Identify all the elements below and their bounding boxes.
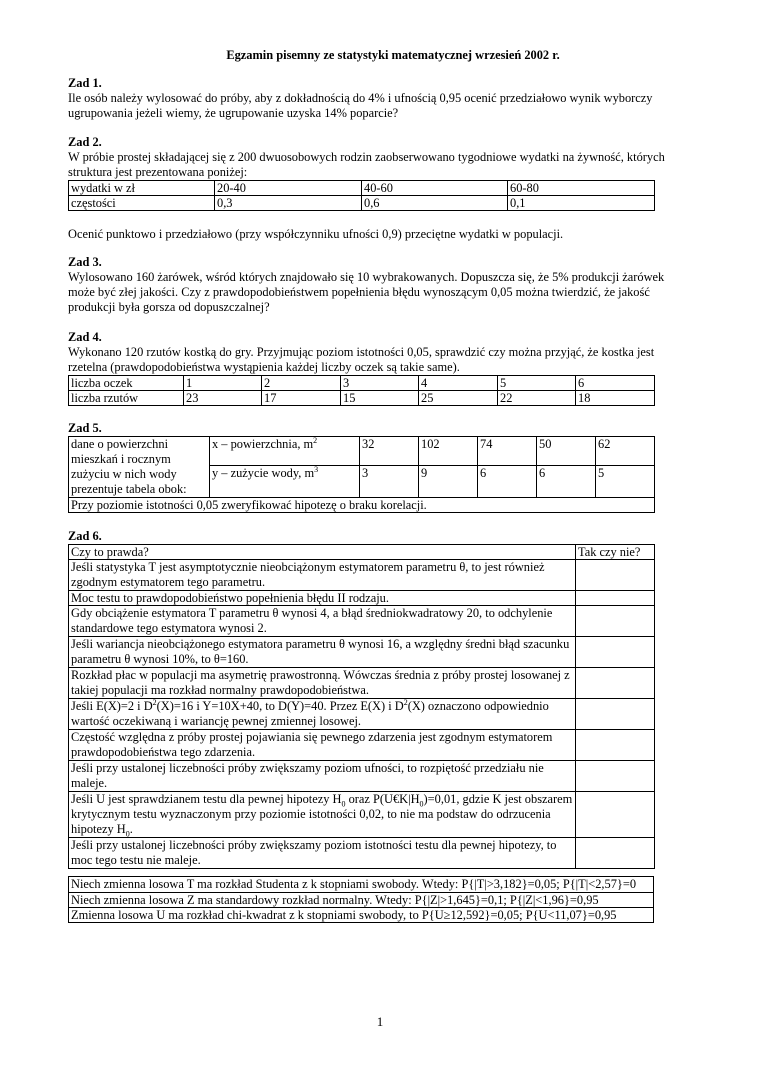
info-cell: Zmienna losowa U ma rozkład chi-kwadrat z k stopniami swobody, to P{U≥12,592}=0,05; P{U<11,07}=0,95 <box>69 908 654 923</box>
header-question: Czy to prawda? <box>69 545 576 560</box>
answer-cell[interactable] <box>576 699 655 730</box>
answer-cell[interactable] <box>576 606 655 637</box>
table-row <box>69 699 655 730</box>
question-cell: Rozkład płac w populacji ma asymetrię prawostronną. Wówczas średnia z próby prostej losowanej z takiej populacji ma rozkład normalny prawdopodobieństwa. <box>69 668 576 699</box>
table-cell: 5 <box>596 466 655 498</box>
table-row <box>69 591 655 606</box>
header-answer: Tak czy nie? <box>576 545 655 560</box>
table-cell: 6 <box>478 466 537 498</box>
table-cell: 3 <box>360 466 419 498</box>
distribution-info <box>68 876 688 923</box>
question-cell <box>69 792 576 838</box>
q9-sub: 0 <box>125 829 130 839</box>
q9-sub: 0 <box>341 799 346 809</box>
answer-cell[interactable] <box>576 591 655 606</box>
table-cell: 25 <box>419 391 498 406</box>
task-4 <box>68 330 688 406</box>
table-row <box>69 838 655 869</box>
question-cell: Jeśli przy ustalonej liczebności próby zwiększamy poziom ufności, to rozpiętość przedziału nie maleje. <box>69 761 576 792</box>
true-false-table <box>68 544 655 869</box>
table-cell: 6 <box>576 376 655 391</box>
table-cell: 1 <box>184 376 262 391</box>
task-6-label: Zad 6. <box>68 529 102 543</box>
table-cell: częstości <box>69 196 215 211</box>
q9-sub: 0 <box>419 799 424 809</box>
table-row <box>69 560 655 591</box>
table-cell: 60-80 <box>508 181 655 196</box>
page-title: Egzamin pisemny ze statystyki matematycznej wrzesień 2002 r. <box>226 48 560 62</box>
question-cell <box>69 699 576 730</box>
table-cell: 74 <box>478 437 537 466</box>
answer-cell[interactable] <box>576 792 655 838</box>
table-cell: 62 <box>596 437 655 466</box>
question-cell: Jeśli wariancja nieobciążonego estymatora parametru θ wynosi 16, a względny średni błąd szacunku parametru θ wynosi 10%, to θ=160. <box>69 637 576 668</box>
answer-cell[interactable] <box>576 730 655 761</box>
x-label: x – powierzchnia, m <box>212 437 314 451</box>
task-2-text: W próbie prostej składającej się z 200 dwuosobowych rodzin zaobserwowano tygodniowe wydatki na żywność, których struktura jest prezentowana poniżej: <box>68 150 665 179</box>
table-row <box>69 877 654 893</box>
table-cell: 4 <box>419 376 498 391</box>
table-row <box>69 376 655 391</box>
table-cell: 20-40 <box>215 181 362 196</box>
table-cell: 3 <box>341 376 419 391</box>
table-cell: 5 <box>498 376 576 391</box>
question-cell: Moc testu to prawdopodobieństwo popełnienia błędu II rodzaju. <box>69 591 576 606</box>
task-5-description: dane o powierzchni mieszkań i rocznym zużyciu w nich wody prezentuje tabela obok: <box>69 437 210 498</box>
task-1-label: Zad 1. <box>68 76 102 90</box>
table-cell: 2 <box>262 376 341 391</box>
table-row <box>69 181 655 196</box>
task-4-table <box>68 375 655 406</box>
table-cell: 15 <box>341 391 419 406</box>
task-5-label: Zad 5. <box>68 421 102 435</box>
table-row <box>69 196 655 211</box>
task-4-label: Zad 4. <box>68 330 102 344</box>
table-cell: 50 <box>537 437 596 466</box>
distribution-table <box>68 876 654 923</box>
table-cell: 17 <box>262 391 341 406</box>
task-2-table <box>68 180 655 211</box>
q6-sup: 2 <box>403 697 408 707</box>
y-unit-sup: 3 <box>314 465 319 475</box>
table-cell: liczba rzutów <box>69 391 184 406</box>
x-label-cell <box>210 437 360 466</box>
table-row <box>69 637 655 668</box>
table-cell: liczba oczek <box>69 376 184 391</box>
task-3 <box>68 255 688 315</box>
table-cell: wydatki w zł <box>69 181 215 196</box>
y-label: y – zużycie wody, m <box>212 466 315 481</box>
answer-cell[interactable] <box>576 761 655 792</box>
page-number: 1 <box>376 1014 384 1029</box>
table-cell: 6 <box>537 466 596 498</box>
table-row <box>69 792 655 838</box>
table-row <box>69 545 655 560</box>
q9-part: )=0,01, gdzie K jest obszarem krytycznym testu wyznaczonym przy poziomie istotności 0,02, to nie ma podstaw do odrzucenia hipotezy H <box>71 792 573 836</box>
question-cell: Jeśli przy ustalonej liczebności próby zwiększamy poziom istotności testu dla pewnej hipotezy, to moc tego testu nie maleje. <box>69 838 576 869</box>
table-cell: 23 <box>184 391 262 406</box>
table-row <box>69 761 655 792</box>
task-5 <box>68 421 688 513</box>
task-1 <box>68 76 688 121</box>
table-cell: 102 <box>419 437 478 466</box>
question-cell: Częstość względna z próby prostej pojawiania się pewnego zdarzenia jest zgodnym estymatorem prawdopodobieństwa tego zdarzenia. <box>69 730 576 761</box>
task-2-label: Zad 2. <box>68 135 102 149</box>
question-cell: Jeśli statystyka T jest asymptotycznie nieobciążonym estymatorem parametru θ, to jest również zgodnym estymatorem tego parametru. <box>69 560 576 591</box>
x-unit-sup: 2 <box>313 435 318 445</box>
table-cell: 40-60 <box>362 181 508 196</box>
q9-part: oraz P(U€K|H <box>345 792 420 806</box>
q6-sup: 2 <box>152 697 157 707</box>
info-cell: Niech zmienna losowa Z ma standardowy rozkład normalny. Wtedy: P{|Z|>1,645}=0,1; P{|Z|<1,96}=0,95 <box>69 893 654 908</box>
table-cell: 18 <box>576 391 655 406</box>
answer-cell[interactable] <box>576 560 655 591</box>
table-cell: 0,3 <box>215 196 362 211</box>
table-cell: 0,6 <box>362 196 508 211</box>
q6-part: Jeśli E(X)=2 i D <box>71 699 153 713</box>
q6-part: (X)=16 i Y=10X+40, to D(Y)=40. Przez E(X) i D <box>156 699 404 713</box>
answer-cell[interactable] <box>576 668 655 699</box>
task-2 <box>68 135 688 242</box>
table-row <box>69 908 654 923</box>
table-cell: 9 <box>419 466 478 498</box>
table-row <box>69 437 655 466</box>
y-label-cell <box>210 466 360 498</box>
q9-part: Jeśli U jest sprawdzianem testu dla pewnej hipotezy H <box>71 792 342 806</box>
answer-cell[interactable] <box>576 637 655 668</box>
answer-cell[interactable] <box>576 838 655 869</box>
q6-part: (X) oznaczono odpowiednio wartość oczekiwaną i wariancję pewnej zmiennej losowej. <box>71 699 549 728</box>
table-row <box>69 606 655 637</box>
table-cell: 22 <box>498 391 576 406</box>
task-4-text: Wykonano 120 rzutów kostką do gry. Przyjmując poziom istotności 0,05, sprawdzić czy można przyjąć, że kostka jest rzetelna (prawdopodobieństwa wystąpienia każdej liczby oczek są takie same). <box>68 345 655 374</box>
table-row <box>69 498 655 513</box>
task-1-text: Ile osób należy wylosować do próby, aby z dokładnością do 4% i ufnością 0,95 ocenić przedziałowo wynik wyborczy ugrupowania jeżeli wiemy, że ugrupowanie uzyska 14% poparcie? <box>68 91 653 120</box>
table-cell: 0,1 <box>508 196 655 211</box>
task-3-label: Zad 3. <box>68 255 102 269</box>
info-cell: Niech zmienna losowa T ma rozkład Studenta z k stopniami swobody. Wtedy: P{|T|>3,182}=0,05; P{|T|<2,57}=0 <box>69 877 654 893</box>
task-5-table <box>68 436 655 513</box>
table-row <box>69 391 655 406</box>
task-5-footer: Przy poziomie istotności 0,05 zweryfikować hipotezę o braku korelacji. <box>69 498 655 513</box>
task-3-text: Wylosowano 160 żarówek, wśród których znajdowało się 10 wybrakowanych. Dopuszcza się, że 5% produkcji żarówek może być złej jakości. Czy z prawdopodobieństwem popełnienia błędu wynoszącym 0,05 można twierdzić, że jakość produkcji była gorsza od dopuszczalnej? <box>68 270 665 314</box>
task-6 <box>68 529 688 869</box>
table-row <box>69 730 655 761</box>
question-cell: Gdy obciążenie estymatora T parametru θ wynosi 4, a błąd średniokwadratowy 20, to odchylenie standardowe tego estymatora wynosi 2. <box>69 606 576 637</box>
table-row <box>69 668 655 699</box>
q9-part: . <box>129 822 133 836</box>
table-cell: 32 <box>360 437 419 466</box>
table-row <box>69 893 654 908</box>
task-2-question: Ocenić punktowo i przedziałowo (przy współczynniku ufności 0,9) przeciętne wydatki w populacji. <box>68 227 564 241</box>
